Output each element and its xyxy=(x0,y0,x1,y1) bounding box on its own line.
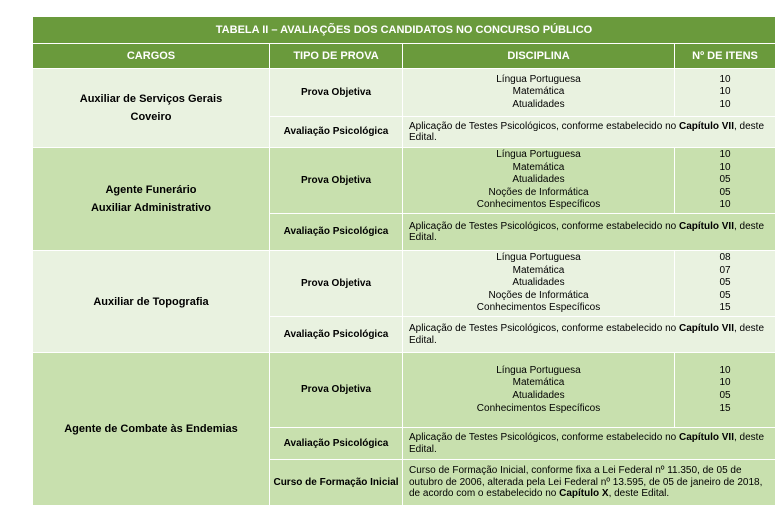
psico-chapter: Capítulo VII xyxy=(678,323,734,334)
itens-value: 10 xyxy=(719,377,731,389)
itens-value: 07 xyxy=(719,264,731,276)
table-row xyxy=(33,251,776,317)
itens-value: 15 xyxy=(719,402,731,414)
itens-value: 10 xyxy=(719,149,731,161)
itens-value: 10 xyxy=(719,199,731,211)
cargo-name: Coveiro xyxy=(130,111,172,123)
table-title: TABELA II – AVALIAÇÕES DOS CANDIDATOS NO CONCURSO PÚBLICO xyxy=(33,17,776,44)
disciplina-item: Língua Portuguesa xyxy=(496,252,581,264)
tipo-psico: Avaliação Psicológica xyxy=(270,214,403,251)
cargo-cell xyxy=(33,69,270,148)
itens-value: 08 xyxy=(719,252,731,264)
disciplina-list xyxy=(403,69,675,117)
psico-end: , deste Edital. xyxy=(409,120,765,143)
disciplina-item: Noções de Informática xyxy=(488,289,589,301)
tipo-objetiva: Prova Objetiva xyxy=(270,69,403,117)
curso-text: Curso de Formação Inicial, conforme fixa a Lei Federal nº 11.350, de 05 de outubro de 2006, alterada pela Lei Federal nº 13.595, de 05 de janeiro de 2018, de acordo com o estabelecido no xyxy=(409,465,763,500)
itens-value: 10 xyxy=(719,73,731,85)
disciplina-item: Matemática xyxy=(512,161,565,173)
disciplina-item: Atualidades xyxy=(512,174,565,186)
disciplina-item: Conhecimentos Específicos xyxy=(476,199,601,211)
disciplina-item: Matemática xyxy=(512,86,565,98)
cargo-cell xyxy=(33,148,270,251)
itens-value: 10 xyxy=(719,98,731,110)
tipo-objetiva: Prova Objetiva xyxy=(270,353,403,428)
psico-text: Aplicação de Testes Psicológicos, conforme estabelecido no xyxy=(409,120,679,132)
disciplina-item: Noções de Informática xyxy=(488,186,589,198)
disciplina-item: Atualidades xyxy=(512,98,565,110)
curso-end: , deste Edital. xyxy=(608,488,670,500)
psico-description xyxy=(403,117,776,148)
cargo-name: Auxiliar Administrativo xyxy=(90,202,211,214)
cargo-cell xyxy=(33,251,270,353)
tipo-psico: Avaliação Psicológica xyxy=(270,317,403,353)
itens-list xyxy=(675,251,776,317)
evaluation-table-container xyxy=(32,16,775,506)
tipo-objetiva: Prova Objetiva xyxy=(270,251,403,317)
cargo-cell xyxy=(33,353,270,506)
cargo-name: Agente de Combate às Endemias xyxy=(64,423,238,435)
disciplina-item: Matemática xyxy=(512,377,565,389)
disciplina-item: Conhecimentos Específicos xyxy=(476,302,601,314)
disciplina-item: Língua Portuguesa xyxy=(496,149,581,161)
psico-end: , deste Edital. xyxy=(409,220,765,243)
psico-description xyxy=(403,428,776,460)
tipo-psico: Avaliação Psicológica xyxy=(270,428,403,460)
curso-chapter: Capítulo X xyxy=(559,488,609,500)
evaluation-table xyxy=(32,16,776,506)
disciplina-list xyxy=(403,148,675,214)
itens-value: 10 xyxy=(719,364,731,376)
disciplina-item: Conhecimentos Específicos xyxy=(476,402,601,414)
itens-value: 15 xyxy=(719,302,731,314)
disciplina-item: Atualidades xyxy=(512,390,565,401)
psico-text: Aplicação de Testes Psicológicos, conforme estabelecido no xyxy=(409,432,679,443)
psico-text: Aplicação de Testes Psicológicos, conforme estabelecido no xyxy=(409,323,679,334)
psico-description xyxy=(403,214,776,251)
tipo-psico: Avaliação Psicológica xyxy=(270,117,403,148)
tipo-objetiva: Prova Objetiva xyxy=(270,148,403,214)
table-row xyxy=(33,69,776,117)
itens-value: 05 xyxy=(719,289,731,301)
psico-end: , deste Edital. xyxy=(409,432,765,455)
itens-list xyxy=(675,69,776,117)
cargo-name: Agente Funerário xyxy=(105,184,197,196)
table-header-row xyxy=(33,44,776,69)
itens-value: 10 xyxy=(719,161,731,173)
header-disciplina: DISCIPLINA xyxy=(403,44,675,69)
psico-chapter: Capítulo VII xyxy=(678,432,734,443)
itens-list xyxy=(675,353,776,428)
header-itens: Nº DE ITENS xyxy=(675,44,776,69)
header-tipo-prova: TIPO DE PROVA xyxy=(270,44,403,69)
disciplina-item: Matemática xyxy=(512,264,565,276)
disciplina-item: Atualidades xyxy=(512,277,565,289)
cargo-name: Auxiliar de Serviços Gerais xyxy=(79,93,223,105)
cargo-name: Auxiliar de Topografia xyxy=(93,295,209,308)
header-cargos: CARGOS xyxy=(33,44,270,69)
psico-text: Aplicação de Testes Psicológicos, conforme estabelecido no xyxy=(409,220,679,232)
psico-description xyxy=(403,317,776,353)
tipo-curso: Curso de Formação Inicial xyxy=(270,460,403,506)
psico-end: , deste Edital. xyxy=(409,323,765,346)
table-row xyxy=(33,353,776,428)
itens-value: 10 xyxy=(719,86,731,98)
disciplina-item: Língua Portuguesa xyxy=(496,73,581,85)
itens-list xyxy=(675,148,776,214)
itens-value: 05 xyxy=(719,174,731,186)
itens-value: 05 xyxy=(719,277,731,289)
disciplina-list xyxy=(403,251,675,317)
curso-description xyxy=(403,460,776,506)
disciplina-list xyxy=(403,353,675,428)
psico-chapter: Capítulo VII xyxy=(678,220,734,232)
itens-value: 05 xyxy=(719,186,731,198)
itens-value: 05 xyxy=(719,390,731,401)
psico-chapter: Capítulo VII xyxy=(678,120,734,132)
disciplina-item: Língua Portuguesa xyxy=(496,364,581,376)
table-row xyxy=(33,148,776,214)
